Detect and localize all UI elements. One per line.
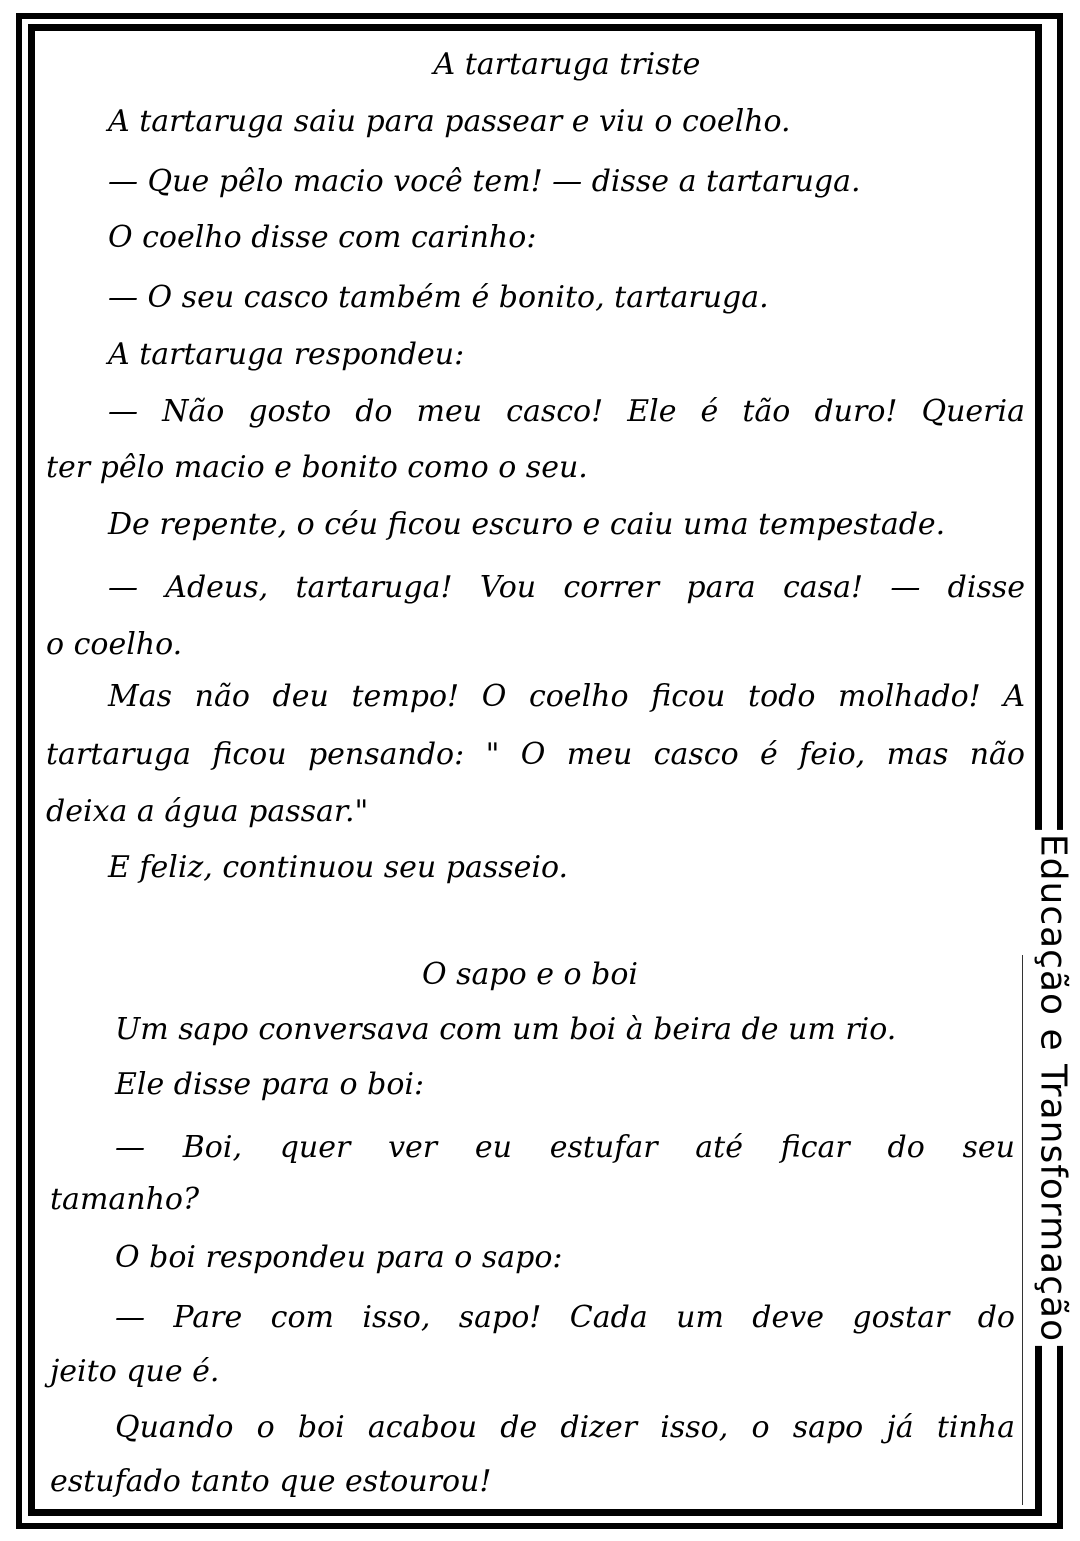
story2-line: — Boi, quer ver eu estufar até ficar do seu [115,1130,1015,1165]
story1-line: tartaruga ficou pensando: " O meu casco é feio, mas não [46,737,1025,772]
story1-title: A tartaruga triste [433,47,701,82]
story1-line: De repente, o céu ficou escuro e caiu uma tempestade. [108,507,946,542]
story1-line: — Adeus, tartaruga! Vou correr para casa! — disse [108,570,1025,605]
story2-line: Um sapo conversava com um boi à beira de um rio. [115,1012,897,1047]
story2-line: estufado tanto que estourou! [50,1464,492,1499]
story1-line: A tartaruga respondeu: [108,337,465,372]
story1-line: deixa a água passar." [46,794,369,829]
story2-line: — Pare com isso, sapo! Cada um deve gostar do [115,1300,1015,1335]
story2-title: O sapo e o boi [422,957,638,992]
story1-line: A tartaruga saiu para passear e viu o coelho. [108,104,791,139]
side-label: Educação e Transformação [1033,830,1074,1346]
story2-line: Quando o boi acabou de dizer isso, o sapo já tinha [115,1410,1015,1445]
story1-line: ter pêlo macio e bonito como o seu. [46,450,588,485]
story1-line: — Não gosto do meu casco! Ele é tão duro! Queria [108,394,1025,429]
divider-line [1022,955,1023,1505]
story2-line: Ele disse para o boi: [115,1067,425,1102]
story2-line: O boi respondeu para o sapo: [115,1240,563,1275]
story1-line: Mas não deu tempo! O coelho ficou todo molhado! A [108,679,1025,714]
story2-line: tamanho? [50,1182,200,1217]
story2-line: jeito que é. [50,1354,220,1389]
story1-line: o coelho. [46,627,183,662]
story1-line: — Que pêlo macio você tem! — disse a tartaruga. [108,164,861,199]
story1-line: — O seu casco também é bonito, tartaruga. [108,280,769,315]
story1-line: O coelho disse com carinho: [108,220,537,255]
story1-line: E feliz, continuou seu passeio. [108,850,569,885]
